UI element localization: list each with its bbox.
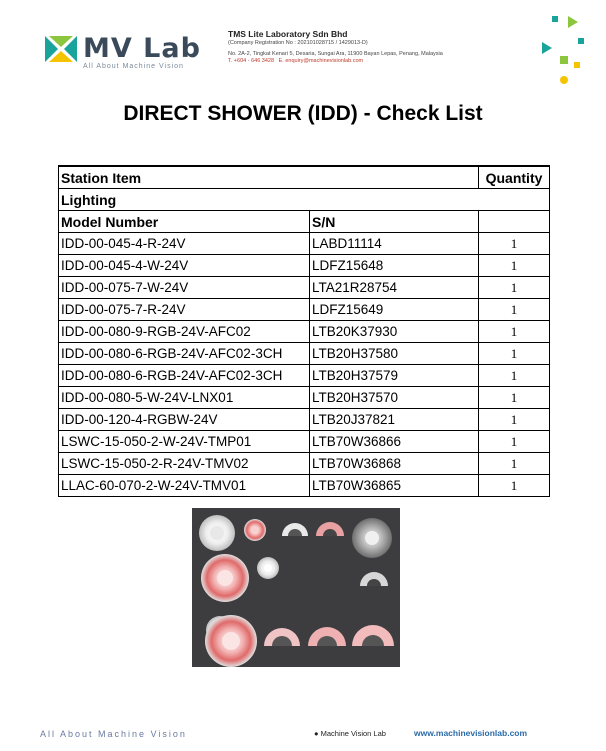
qty-cell: 1	[479, 233, 550, 255]
model-cell: IDD-00-045-4-R-24V	[59, 233, 310, 255]
logo-lab: Lab	[143, 33, 201, 64]
company-reg: (Company Registration No : 202101028715 / 1429013-D)	[228, 40, 368, 46]
company-info	[228, 29, 528, 64]
qty-cell: 1	[479, 387, 550, 409]
table-row	[59, 277, 550, 299]
table-row	[59, 343, 550, 365]
footer-tagline: All About Machine Vision	[40, 729, 187, 739]
sn-header: S/N	[310, 211, 479, 233]
company-phone: T. +604 - 646 3428	[228, 58, 275, 64]
section-lighting: Lighting	[59, 189, 550, 211]
company-address: No. 2A-2, Tingkat Kenari 5, Desaria, Sungai Ara, 11900 Bayan Lepas, Penang, Malaysia	[228, 51, 443, 57]
table-row	[59, 321, 550, 343]
page-title: DIRECT SHOWER (IDD) - Check List	[123, 102, 483, 125]
qty-cell: 1	[479, 343, 550, 365]
table-row	[59, 431, 550, 453]
column-header-row	[59, 211, 550, 233]
company-email: E. enquiry@machinevisionlab.com	[278, 58, 364, 64]
model-cell: IDD-00-075-7-W-24V	[59, 277, 310, 299]
station-item-header: Station Item	[59, 166, 479, 189]
logo-wordmark	[83, 33, 201, 64]
sn-cell: LTB70W36866	[310, 431, 479, 453]
model-cell: LLAC-60-070-2-W-24V-TMV01	[59, 475, 310, 497]
quantity-header: Quantity	[479, 166, 550, 189]
footer-facebook	[314, 729, 386, 738]
sn-cell: LTB20H37579	[310, 365, 479, 387]
qty-cell: 1	[479, 255, 550, 277]
model-cell: IDD-00-120-4-RGBW-24V	[59, 409, 310, 431]
table-row	[59, 387, 550, 409]
table-header-row	[59, 166, 550, 189]
table-row	[59, 255, 550, 277]
sn-cell: LTB70W36865	[310, 475, 479, 497]
decorative-shapes-icon	[520, 12, 590, 87]
table-row	[59, 475, 550, 497]
sn-cell: LTB20H37570	[310, 387, 479, 409]
footer-facebook-label: Machine Vision Lab	[320, 729, 386, 738]
model-number-header: Model Number	[59, 211, 310, 233]
qty-cell: 1	[479, 321, 550, 343]
mv-lab-logo	[45, 33, 210, 73]
table-row	[59, 233, 550, 255]
qty-cell: 1	[479, 409, 550, 431]
letterhead	[0, 0, 606, 90]
sn-cell: LTB20K37930	[310, 321, 479, 343]
model-cell: IDD-00-080-5-W-24V-LNX01	[59, 387, 310, 409]
sn-cell: LTB20J37821	[310, 409, 479, 431]
sn-cell: LDFZ15649	[310, 299, 479, 321]
logo-tagline: All About Machine Vision	[83, 63, 184, 70]
model-cell: IDD-00-045-4-W-24V	[59, 255, 310, 277]
qty-cell: 1	[479, 365, 550, 387]
qty-cell: 1	[479, 299, 550, 321]
company-name: TMS Lite Laboratory Sdn Bhd	[228, 29, 348, 39]
facebook-icon: ●	[314, 729, 319, 738]
qty-cell: 1	[479, 475, 550, 497]
qty-cell: 1	[479, 277, 550, 299]
model-cell: LSWC-15-050-2-R-24V-TMV02	[59, 453, 310, 475]
table-row	[59, 453, 550, 475]
footer-website[interactable]: www.machinevisionlab.com	[414, 728, 528, 738]
model-cell: IDD-00-080-6-RGB-24V-AFC02-3CH	[59, 365, 310, 387]
logo-mark-icon	[45, 36, 77, 62]
qty-cell: 1	[479, 453, 550, 475]
model-cell: IDD-00-080-9-RGB-24V-AFC02	[59, 321, 310, 343]
table-row	[59, 365, 550, 387]
qty-cell: 1	[479, 431, 550, 453]
sn-cell: LTA21R28754	[310, 277, 479, 299]
sn-cell: LTB20H37580	[310, 343, 479, 365]
section-row	[59, 189, 550, 211]
quantity-blank-header	[479, 211, 550, 233]
sn-cell: LABD11114	[310, 233, 479, 255]
table-row	[59, 409, 550, 431]
sn-cell: LDFZ15648	[310, 255, 479, 277]
model-cell: IDD-00-080-6-RGB-24V-AFC02-3CH	[59, 343, 310, 365]
checklist-table	[58, 165, 550, 497]
sn-cell: LTB70W36868	[310, 453, 479, 475]
company-contact	[228, 58, 528, 64]
model-cell: LSWC-15-050-2-W-24V-TMP01	[59, 431, 310, 453]
table-row	[59, 299, 550, 321]
product-photo	[192, 508, 400, 667]
logo-mv: MV	[83, 33, 133, 64]
model-cell: IDD-00-075-7-R-24V	[59, 299, 310, 321]
